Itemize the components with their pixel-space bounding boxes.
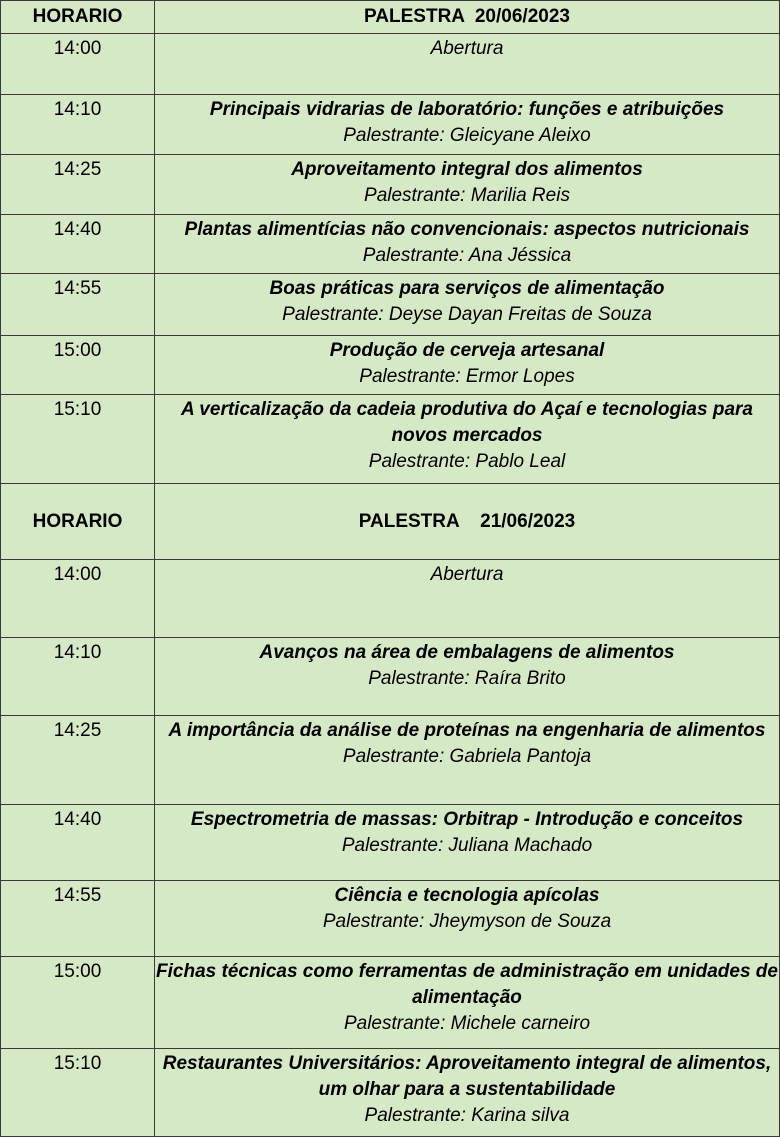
horario-header: HORARIO xyxy=(1,1,155,34)
opening-label: Abertura xyxy=(430,564,504,585)
schedule-row xyxy=(1,957,780,1049)
time-cell: 15:10 xyxy=(1,1049,155,1137)
talk-title: Produção de cerveja artesanal xyxy=(329,340,605,361)
schedule-row xyxy=(1,805,780,881)
schedule-row xyxy=(1,34,780,95)
talk-title: A importância da análise de proteínas na engenharia de alimentos xyxy=(168,720,766,741)
talk-cell xyxy=(155,336,780,395)
speaker-name: Palestrante: Pablo Leal xyxy=(368,451,566,472)
time-cell: 14:25 xyxy=(1,155,155,215)
time-cell: 14:40 xyxy=(1,215,155,274)
schedule-row xyxy=(1,274,780,336)
talk-cell xyxy=(155,716,780,805)
talk-title: Espectrometria de massas: Orbitrap - Introdução e conceitos xyxy=(190,809,744,830)
speaker-name: Palestrante: Deyse Dayan Freitas de Souza xyxy=(282,304,652,325)
horario-header: HORARIO xyxy=(1,484,155,560)
time-cell: 14:55 xyxy=(1,881,155,957)
time-cell: 15:10 xyxy=(1,395,155,484)
schedule-row xyxy=(1,638,780,716)
header-row-day2 xyxy=(1,484,780,560)
talk-title: Boas práticas para serviços de alimentação xyxy=(269,278,665,299)
talk-title: Aproveitamento integral dos alimentos xyxy=(291,159,643,180)
talk-cell xyxy=(155,34,780,95)
time-cell: 14:00 xyxy=(1,34,155,95)
talk-cell xyxy=(155,1049,780,1137)
time-cell: 14:40 xyxy=(1,805,155,881)
time-cell: 14:10 xyxy=(1,95,155,155)
speaker-name: Palestrante: Gleicyane Aleixo xyxy=(343,125,591,146)
schedule-row xyxy=(1,155,780,215)
schedule-row xyxy=(1,560,780,638)
opening-label: Abertura xyxy=(430,38,504,59)
speaker-name: Palestrante: Gabriela Pantoja xyxy=(342,746,592,767)
time-cell: 14:00 xyxy=(1,560,155,638)
talk-cell xyxy=(155,95,780,155)
talk-cell xyxy=(155,155,780,215)
time-cell: 15:00 xyxy=(1,336,155,395)
time-cell: 15:00 xyxy=(1,957,155,1049)
talk-cell xyxy=(155,215,780,274)
schedule-row xyxy=(1,881,780,957)
schedule-row xyxy=(1,215,780,274)
speaker-name: Palestrante: Karina silva xyxy=(364,1105,570,1126)
time-cell: 14:55 xyxy=(1,274,155,336)
schedule-row xyxy=(1,395,780,484)
speaker-name: Palestrante: Jheymyson de Souza xyxy=(322,911,612,932)
header-row-day1 xyxy=(1,1,780,34)
talk-title: Ciência e tecnologia apícolas xyxy=(334,885,600,906)
talk-cell xyxy=(155,957,780,1049)
talk-cell xyxy=(155,638,780,716)
talk-title: Avanços na área de embalagens de alimentos xyxy=(259,642,675,663)
talk-title: Principais vidrarias de laboratório: funções e atribuições xyxy=(209,99,725,120)
talk-title: Plantas alimentícias não convencionais: aspectos nutricionais xyxy=(184,219,750,240)
speaker-name: Palestrante: Michele carneiro xyxy=(343,1013,591,1034)
speaker-name: Palestrante: Raíra Brito xyxy=(368,668,566,689)
schedule-row xyxy=(1,336,780,395)
talk-cell xyxy=(155,395,780,484)
talk-cell xyxy=(155,560,780,638)
schedule-row xyxy=(1,716,780,805)
speaker-name: Palestrante: Ermor Lopes xyxy=(359,366,575,387)
schedule-row xyxy=(1,1049,780,1137)
talk-title: Restaurantes Universitários: Aproveitamento integral de alimentos, um olhar para a sustentabilidade xyxy=(162,1053,772,1100)
talk-cell xyxy=(155,881,780,957)
talk-title: A verticalização da cadeia produtiva do Açaí e tecnologias para novos mercados xyxy=(181,399,753,446)
speaker-name: Palestrante: Ana Jéssica xyxy=(362,245,572,266)
schedule-row xyxy=(1,95,780,155)
talk-cell xyxy=(155,274,780,336)
palestra-header: PALESTRA 21/06/2023 xyxy=(155,484,780,560)
time-cell: 14:10 xyxy=(1,638,155,716)
talk-title: Fichas técnicas como ferramentas de administração em unidades de alimentação xyxy=(156,961,778,1008)
time-cell: 14:25 xyxy=(1,716,155,805)
palestra-header: PALESTRA 20/06/2023 xyxy=(155,1,780,34)
speaker-name: Palestrante: Juliana Machado xyxy=(341,835,593,856)
speaker-name: Palestrante: Marilia Reis xyxy=(364,185,570,206)
talk-cell xyxy=(155,805,780,881)
